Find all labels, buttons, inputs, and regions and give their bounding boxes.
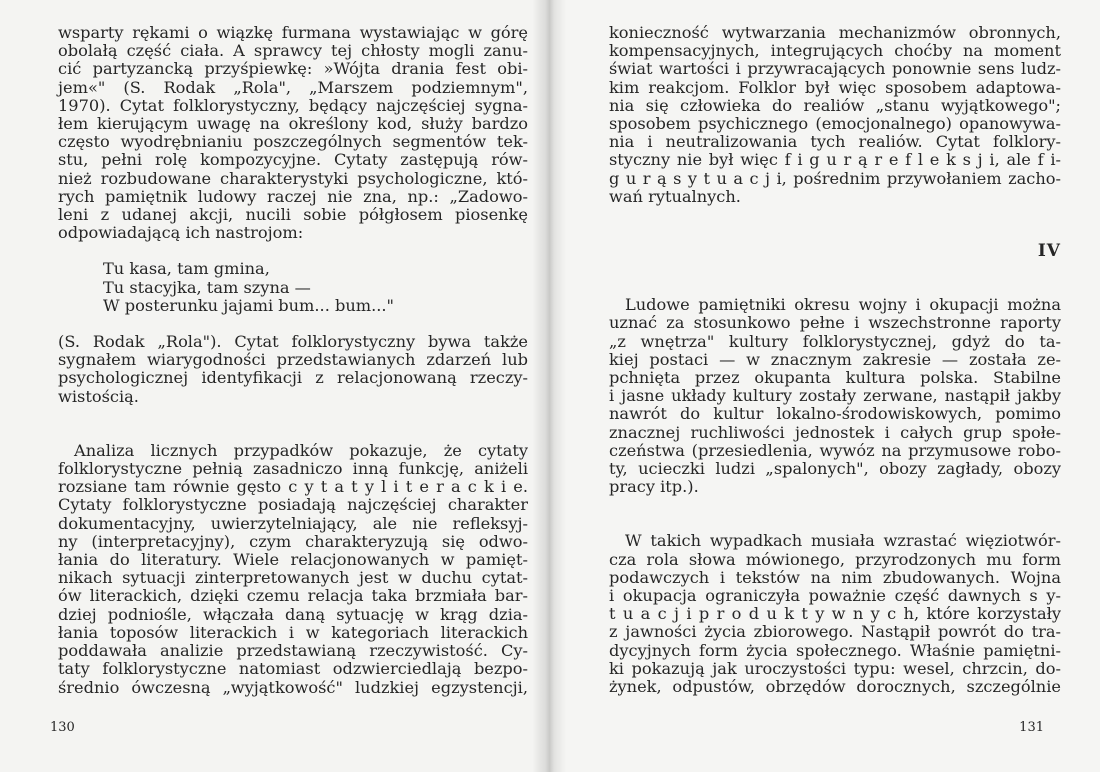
text-line: ty, ucieczki ludzi „spalonych", obozy zagłady, obozy <box>609 459 1061 479</box>
text-line: ki pokazują jak uroczystości typu: wesel, chrzcin, do- <box>609 658 1061 678</box>
text-line: z jawności życia zbiorowego. Nastąpił powrót do tra- <box>609 622 1061 642</box>
text-line: kompensacyjnych, integrujących choćby na moment <box>609 41 1061 61</box>
text-line: często wyodrębnianiu poszczególnych segmentów tek- <box>58 132 528 152</box>
text-line: cza rola słowa mówionego, przyrodzonych mu form <box>609 549 1061 569</box>
text-line: W takich wypadkach musiała wzrastać więziotwór- <box>625 531 1061 551</box>
text-line: nawrót do kultur lokalno-środowiskowych, pomimo <box>609 404 1061 424</box>
text-line: Cytaty folklorystyczne posiadają najczęściej charakter <box>58 495 528 515</box>
left-text-column <box>58 24 528 697</box>
text-line: nia i neutralizowania tych realiów. Cytat folklory- <box>609 132 1061 152</box>
text-line: taty folklorystyczne natomiast odzwierciedlają bezpo- <box>58 659 528 679</box>
text-line: podawczych i tekstów na nim zbudowanych. Wojna <box>609 567 1061 587</box>
text-line: dziej podniośle, włączała daną sytuację w krąg dzia- <box>58 604 528 624</box>
page-number: 130 <box>50 720 75 735</box>
text-line: poddawała analizie przedstawianą rzeczywistość. Cy- <box>58 641 528 661</box>
verse-line: Tu stacyjka, tam szyna — <box>103 277 311 297</box>
text-line: jem«" (S. Rodak „Rola", „Marszem podziemnym", <box>58 77 528 97</box>
text-line: kiej postaci — w znacznym zakresie — została ze- <box>609 349 1061 369</box>
text-line: cić partyzancką przyśpiewkę: »Wójta drania fest obi- <box>58 59 528 79</box>
spacer <box>609 260 1061 296</box>
text-line: stu, pełni rolę kompozycyjne. Cytaty zastępują rów- <box>58 150 528 170</box>
text-line: i okupacja ograniczyła poważnie część dawnych s y- <box>609 586 1061 606</box>
text-line: wsparty rękami o wiązkę furmana wystawiając w górę <box>58 23 528 42</box>
text-line: sygnałem wiarygodności przedstawianych zdarzeń lub <box>58 350 528 370</box>
text-line: „z wnętrza" kultury folklorystycznej, gdyż do ta- <box>609 331 1061 351</box>
text-line: folklorystyczne pełnią zasadniczo inną funkcję, aniżeli <box>58 459 528 479</box>
text-line: znacznej ruchliwości jednostek i całych grup społe- <box>609 422 1061 442</box>
text-line: i jasne układy kultury zostały zerwane, nastąpił jakby <box>609 386 1061 406</box>
verse-line: Tu kasa, tam gmina, <box>103 259 270 279</box>
text-line: dokumentacyjny, uwierzytelniający, ale nie refleksyj- <box>58 513 528 533</box>
spacer <box>609 206 1061 242</box>
text-line: świat wartości i przywracających ponownie sens ludz- <box>609 59 1061 79</box>
text-line: kim reakcjom. Folklor był więc sposobem adaptowa- <box>609 77 1061 97</box>
text-line: ów literackich, dzięki czemu relacja taka brzmiała bar- <box>58 586 528 606</box>
book-gutter-shadow <box>532 0 566 772</box>
verse-line: W posterunku jajami bum... bum..." <box>103 295 395 315</box>
text-line: nikach sytuacji zinterpretowanych jest w duchu cytat- <box>58 568 528 588</box>
text-line: wań rytualnych. <box>609 186 741 206</box>
text-line: leni z udanej akcji, nucili sobie półgłosem piosenkę <box>58 205 528 225</box>
text-line: łania do literatury. Wiele relacjonowanych w pamięt- <box>58 550 528 570</box>
text-line: nież rozbudowane charakterystyki psychologiczne, któ- <box>58 168 528 188</box>
text-line: średnio ówczesną „wyjątkowość" ludzkiej egzystencji, <box>58 677 528 697</box>
spacer <box>58 242 528 260</box>
left-page <box>0 0 549 772</box>
text-line: konieczność wytwarzania mechanizmów obronnych, <box>609 23 1061 42</box>
text-line: czeństwa (przesiedlenia, wywóz na przymusowe robo- <box>609 440 1061 460</box>
text-line: sposobem psychicznego (emocjonalnego) opanowywa- <box>609 114 1061 134</box>
text-line: pracy itp.). <box>609 477 699 497</box>
text-line: t u a c j i p r o d u k t y w n y c h, które korzystały <box>609 604 1061 624</box>
text-line: łem kierującym uwagę na określony kod, służy bardzo <box>58 114 528 134</box>
text-line: g u r ą s y t u a c j i, pośrednim przywołaniem zacho- <box>609 168 1061 188</box>
text-line: pchnięta przez okupanta kultura polska. Stabilne <box>609 368 1061 388</box>
text-line: rych pamiętnik ludowy raczej nie zna, np.: „Zadowo- <box>58 186 528 206</box>
text-line: (S. Rodak „Rola"). Cytat folklorystyczny bywa także <box>58 332 528 352</box>
text-line: łania toposów literackich i w kategoriach literackich <box>58 622 528 642</box>
spacer <box>58 315 528 333</box>
text-line: Analiza licznych przypadków pokazuje, że cytaty <box>74 440 528 460</box>
text-line: dycyjnych form życia społecznego. Właśnie pamiętni- <box>609 640 1061 660</box>
text-line: psychologicznej identyfikacji z relacjonowaną rzeczy- <box>58 368 528 388</box>
section-heading: IV <box>1037 241 1061 262</box>
text-line: uznać za stosunkowo pełne i wszechstronne raporty <box>609 313 1061 333</box>
page-number: 131 <box>1019 720 1044 735</box>
right-text-column <box>609 24 1061 696</box>
text-line: wistością. <box>58 386 139 406</box>
text-line: ny (interpretacyjny), czym charakteryzują się odwo- <box>58 531 528 551</box>
text-line: nia się człowieka do realiów „stanu wyjątkowego"; <box>609 95 1061 115</box>
text-line: odpowiadającą ich nastrojom: <box>58 223 304 243</box>
text-line: 1970). Cytat folklorystyczny, będący najczęściej sygna- <box>58 95 528 115</box>
text-line: rozsiane tam równie gęsto c y t a t y l i t e r a c k i e. <box>58 477 528 497</box>
spacer <box>58 406 528 442</box>
text-line: obolałą część ciała. A sprawcy tej chłosty mogli zanu- <box>58 41 528 61</box>
right-page <box>549 0 1100 772</box>
text-line: Ludowe pamiętniki okresu wojny i okupacji można <box>625 295 1061 315</box>
text-line: żynek, odpustów, obrzędów dorocznych, szczególnie <box>609 677 1061 697</box>
spacer <box>609 496 1061 532</box>
text-line: styczny nie był więc f i g u r ą r e f l e k s j i, ale f i- <box>609 150 1061 170</box>
